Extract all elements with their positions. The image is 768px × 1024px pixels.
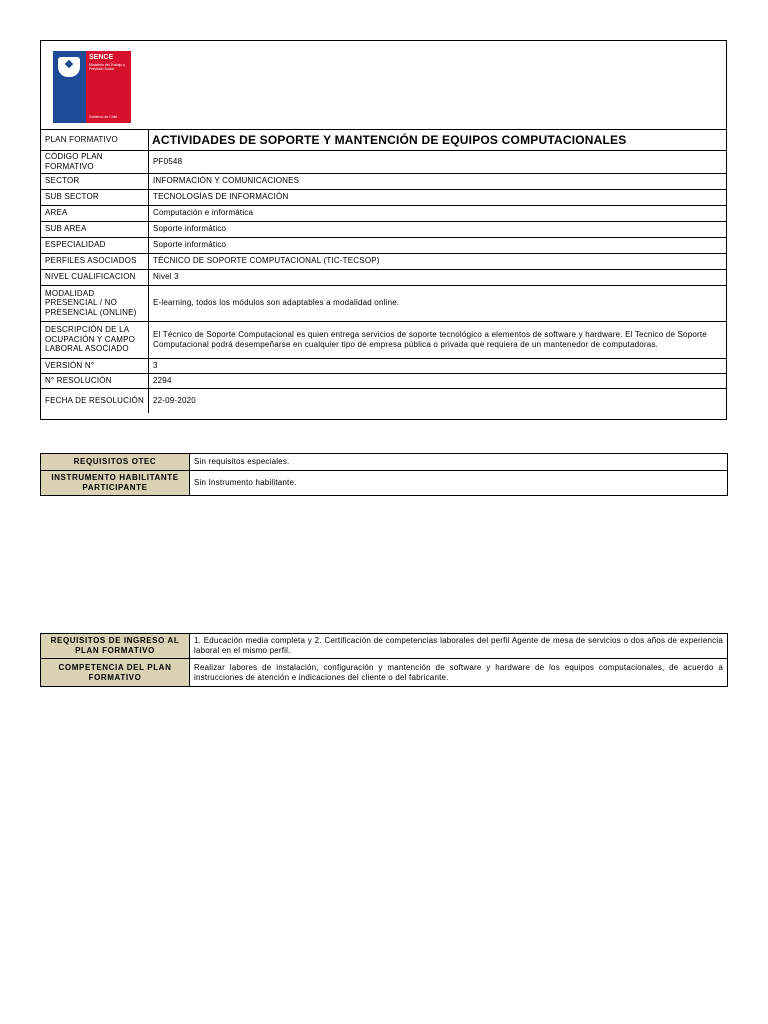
table-row [41, 285, 726, 321]
table-row [41, 269, 726, 285]
table-row [41, 130, 726, 150]
row-value: Soporte informático [149, 221, 727, 237]
table-row [41, 205, 726, 221]
table-row [41, 388, 726, 413]
row-label: SECTOR [41, 173, 149, 189]
row-value: Computación e informática [149, 205, 727, 221]
table-row [41, 634, 728, 659]
table-row [41, 471, 728, 496]
plan-formativo-card [40, 40, 727, 420]
logo-government: Gobierno de Chile [89, 115, 118, 119]
row-label: PLAN FORMATIVO [41, 130, 149, 150]
row-label: NIVEL CUALIFICACION [41, 269, 149, 285]
row-value: Sin requisitos especiales. [190, 454, 728, 471]
row-label: MODALIDAD PRESENCIAL / NO PRESENCIAL (ONLINE) [41, 285, 149, 321]
row-label: INSTRUMENTO HABILITANTE PARTICIPANTE [41, 471, 190, 496]
logo-blue-panel [53, 51, 86, 123]
table-row [41, 659, 728, 687]
plan-title: ACTIVIDADES DE SOPORTE Y MANTENCIÓN DE EQUIPOS COMPUTACIONALES [152, 132, 627, 147]
row-label: COMPETENCIA DEL PLAN FORMATIVO [41, 659, 190, 687]
row-value: Nivel 3 [149, 269, 727, 285]
row-value: 22-09-2020 [149, 388, 727, 413]
row-label: PERFILES ASOCIADOS [41, 253, 149, 269]
table-row [41, 173, 726, 189]
row-label: CÓDIGO PLAN FORMATIVO [41, 150, 149, 173]
row-value: 3 [149, 358, 727, 373]
row-value: TECNOLOGÍAS DE INFORMACIÓN [149, 189, 727, 205]
row-value: TÉCNICO DE SOPORTE COMPUTACIONAL (TIC-TECSOP) [149, 253, 727, 269]
table-row [41, 253, 726, 269]
row-label: FECHA DE RESOLUCIÓN [41, 388, 149, 413]
entry-requirements-table [40, 633, 728, 687]
sence-logo [53, 51, 131, 123]
row-value: 1. Educación media completa y 2. Certificación de competencias laborales del perfil Agente de mesa de servicios o dos años de experiencia laboral en el mismo perfil. [190, 634, 728, 659]
table-row [41, 373, 726, 388]
row-label: ESPECIALIDAD [41, 237, 149, 253]
logo-subtitle: Ministerio del Trabajo y Previsión Social [89, 63, 125, 72]
table-row [41, 237, 726, 253]
row-value: Realizar labores de instalación, configuración y mantención de software y hardware de los equipos computacionales, de acuerdo a instrucciones de atención e indicaciones del cliente o del fabricante. [190, 659, 728, 687]
row-value: Soporte informático [149, 237, 727, 253]
row-label: AREA [41, 205, 149, 221]
header-logo-row [41, 41, 726, 130]
row-value: El Técnico de Soporte Computacional es quien entrega servicios de soporte tecnológico a elementos de software y hardware. El Tecnico de Soporte Computacional podrá desempeñarse en cualquier tipo de empresa pública o privada que requiera de un mantenedor de computadoras. [149, 321, 727, 358]
row-label: REQUISITOS OTEC [41, 454, 190, 471]
row-label: SUB AREA [41, 221, 149, 237]
row-value: Sin Instrumento habilitante. [190, 471, 728, 496]
table-row [41, 321, 726, 358]
table-row [41, 454, 728, 471]
table-row [41, 358, 726, 373]
otec-requirements-table [40, 453, 728, 496]
logo-red-panel [86, 51, 131, 123]
row-value: E-learning, todos los módulos son adaptables a modalidad online. [149, 285, 727, 321]
row-value: INFORMACIÓN Y COMUNICACIONES [149, 173, 727, 189]
logo-brand: SENCE [89, 54, 114, 61]
table-row [41, 189, 726, 205]
table-row [41, 150, 726, 173]
coat-of-arms-icon [58, 57, 80, 77]
row-label: DESCRIPCIÓN DE LA OCUPACIÓN Y CAMPO LABORAL ASOCIADO [41, 321, 149, 358]
row-label: N° RESOLUCIÓN [41, 373, 149, 388]
row-value: PF0548 [149, 150, 727, 173]
row-label: REQUISITOS DE INGRESO AL PLAN FORMATIVO [41, 634, 190, 659]
row-label: SUB SECTOR [41, 189, 149, 205]
plan-info-table [41, 130, 726, 413]
row-value: 2294 [149, 373, 727, 388]
row-label: VERSIÓN N° [41, 358, 149, 373]
table-row [41, 221, 726, 237]
